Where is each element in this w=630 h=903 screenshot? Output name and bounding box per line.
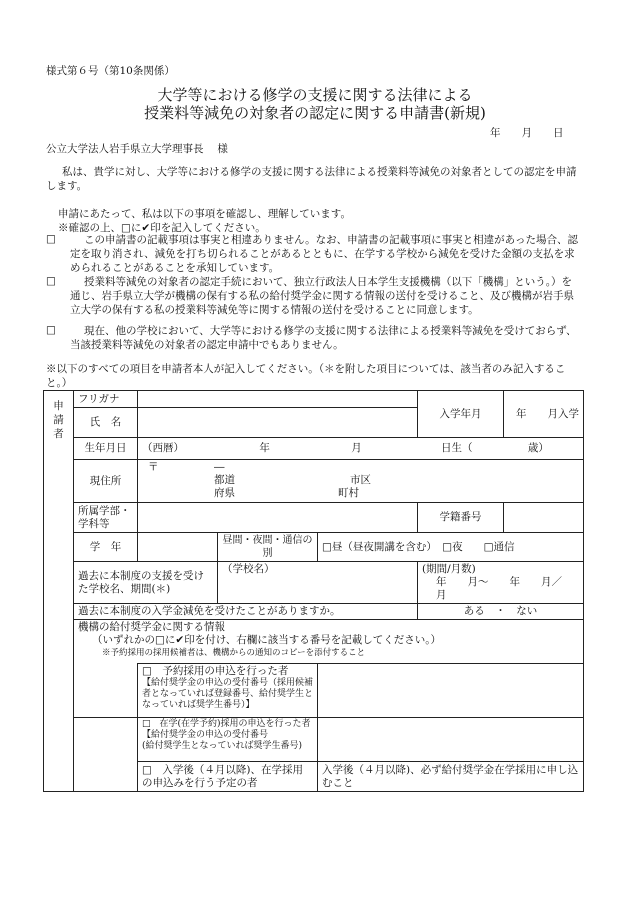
birth-label: 生年月日 — [74, 438, 138, 460]
past-school-input[interactable]: （学校名） — [218, 562, 418, 604]
birth-year: 年 — [259, 442, 270, 454]
addressee: 公立大学法人岩手県立大学理事長 様 — [46, 143, 228, 155]
option-1-input[interactable] — [318, 664, 584, 718]
option-3[interactable]: □ 入学後（４月以降)、在学採用の申込みを行う予定の者 — [138, 762, 318, 792]
scholarship-instruction: （いずれかの□に✔印を付け、右欄に該当する番号を記載してください。） — [92, 634, 442, 646]
postal-dash: ― — [214, 461, 225, 473]
grade-label: 学 年 — [74, 533, 138, 562]
chouson-label: 町村 — [338, 487, 359, 499]
todo-label: 都道 — [214, 474, 235, 486]
postal-mark: 〒 — [148, 461, 159, 473]
confirm-item-1: この申請書の記載事項は事実と相違ありません。なお、申請書の記載事項に事実と相違があった場合、認定を取り消され、減免を打ち切られることがあるとともに、在学する学校から減免を受けた金額の支払を求められることがあることを承知しています。 — [70, 234, 579, 274]
confirm-checkbox-2[interactable]: □ — [46, 275, 56, 287]
past-entrance-answer[interactable]: ある ・ ない — [418, 604, 584, 620]
grade-input[interactable] — [138, 533, 218, 562]
option-1-detail: 【給付奨学金の申込の受付番号（採用候補者となっていれば登録番号、給付奨学生となっていれば奨学生番号）】 — [142, 678, 314, 710]
confirm-lead: 申請にあたって、私は以下の事項を確認し、理解しています。 — [58, 208, 351, 220]
name-label: 氏 名 — [74, 408, 138, 438]
admission-label: 入学年月 — [418, 391, 504, 438]
scholarship-indent — [74, 664, 138, 718]
option-3-right: 入学後（４月以降)、必ず給付奨学金在学採用に申し込むこと — [318, 762, 584, 792]
scholarship-title: 機構の給付奨学金に関する情報 — [78, 621, 225, 633]
scholarship-indent-3 — [74, 762, 138, 792]
option-2[interactable] — [138, 718, 318, 762]
applicant-label: 申 請 者 — [44, 391, 74, 792]
course-options[interactable]: □昼（昼夜開講を含む） □夜 □通信 — [318, 533, 584, 562]
table-note: ※以下のすべての項目を申請者本人が記入してください。（＊を附した項目については、該当者のみ記入すること。） — [46, 363, 566, 389]
applicant-table — [43, 390, 584, 792]
form-title-line2: 授業料等減免の対象者の認定に関する申請書(新規) — [144, 104, 486, 122]
birth-age: 歳） — [527, 442, 549, 454]
shiku-label: 市区 — [350, 474, 371, 486]
birth-month: 月 — [351, 442, 362, 454]
student-no-label: 学籍番号 — [418, 503, 504, 533]
scholarship-note: ※予約採用の採用候補者は、機構からの通知のコピーを添付すること — [102, 648, 366, 658]
past-period-input[interactable] — [418, 562, 584, 604]
birth-day: 日生（ — [441, 442, 473, 454]
past-entrance-question: 過去に本制度の入学金減免を受けたことがありますか。 — [74, 604, 418, 620]
past-period-value: 年 月〜 年 月／ 月 — [436, 576, 583, 601]
date-line: 年 月 日 — [490, 127, 564, 139]
faculty-input[interactable] — [138, 503, 418, 533]
fuken-label: 府県 — [214, 487, 235, 499]
birth-input[interactable] — [138, 438, 584, 460]
birth-era: （西暦） — [142, 442, 184, 454]
name-input[interactable] — [138, 408, 418, 438]
address-input[interactable] — [138, 460, 584, 503]
furigana-input[interactable] — [138, 391, 418, 408]
confirm-item-3: 現在、他の学校において、大学等における修学の支援に関する法律による授業料等減免を受けておらず、当該授業料等減免の対象者の認定申請中でもありません。 — [70, 325, 577, 351]
confirm-checkbox-3[interactable]: □ — [46, 324, 56, 336]
furigana-label: フリガナ — [74, 391, 138, 408]
confirm-checkbox-1[interactable]: □ — [46, 233, 56, 245]
faculty-label: 所属学部・ 学科等 — [74, 503, 138, 533]
confirm-item-2: 授業料等減免の対象者の認定手続において、独立行政法人日本学生支援機構（以下「機構」という。）を通じ、岩手県立大学が機構の保有する私の給付奨学金に関する情報の送付を受けること、及び機構が岩手県立大学の保有する私の授業料等減免等に関する情報の送付を受けることに同意します。 — [70, 276, 574, 316]
option-2-title: □ 在学(在学予約)採用の申込を行った者 — [142, 719, 311, 729]
scholarship-indent-2 — [74, 718, 138, 762]
option-1[interactable] — [138, 664, 318, 718]
scholarship-header — [74, 620, 584, 664]
past-period-label: (期間/月数) — [422, 563, 476, 575]
form-title-line1: 大学等における修学の支援に関する法律による — [157, 86, 473, 104]
option-1-title: □ 予約採用の申込を行った者 — [142, 665, 289, 677]
past-school-label: 過去に本制度の支援を受けた学校名、期間(＊) — [74, 562, 218, 604]
option-2-input[interactable] — [318, 718, 584, 762]
intro-paragraph: 私は、貴学に対し、大学等における修学の支援に関する法律による授業料等減免の対象者としての認定を申請します。 — [46, 166, 577, 192]
address-label: 現住所 — [74, 460, 138, 503]
confirm-note: ※確認の上、□に✔印を記入してください。 — [58, 222, 266, 234]
option-2-detail1: 【給付奨学金の申込の受付番号 — [142, 730, 269, 740]
option-2-detail2: (給付奨学生となっていれば奨学生番号) — [142, 741, 303, 751]
form-number: 様式第６号（第10条関係） — [46, 65, 175, 77]
course-label: 昼間・夜間・通信の別 — [218, 533, 318, 562]
student-no-input[interactable] — [504, 503, 584, 533]
admission-input[interactable]: 年 月入学 — [504, 391, 584, 438]
